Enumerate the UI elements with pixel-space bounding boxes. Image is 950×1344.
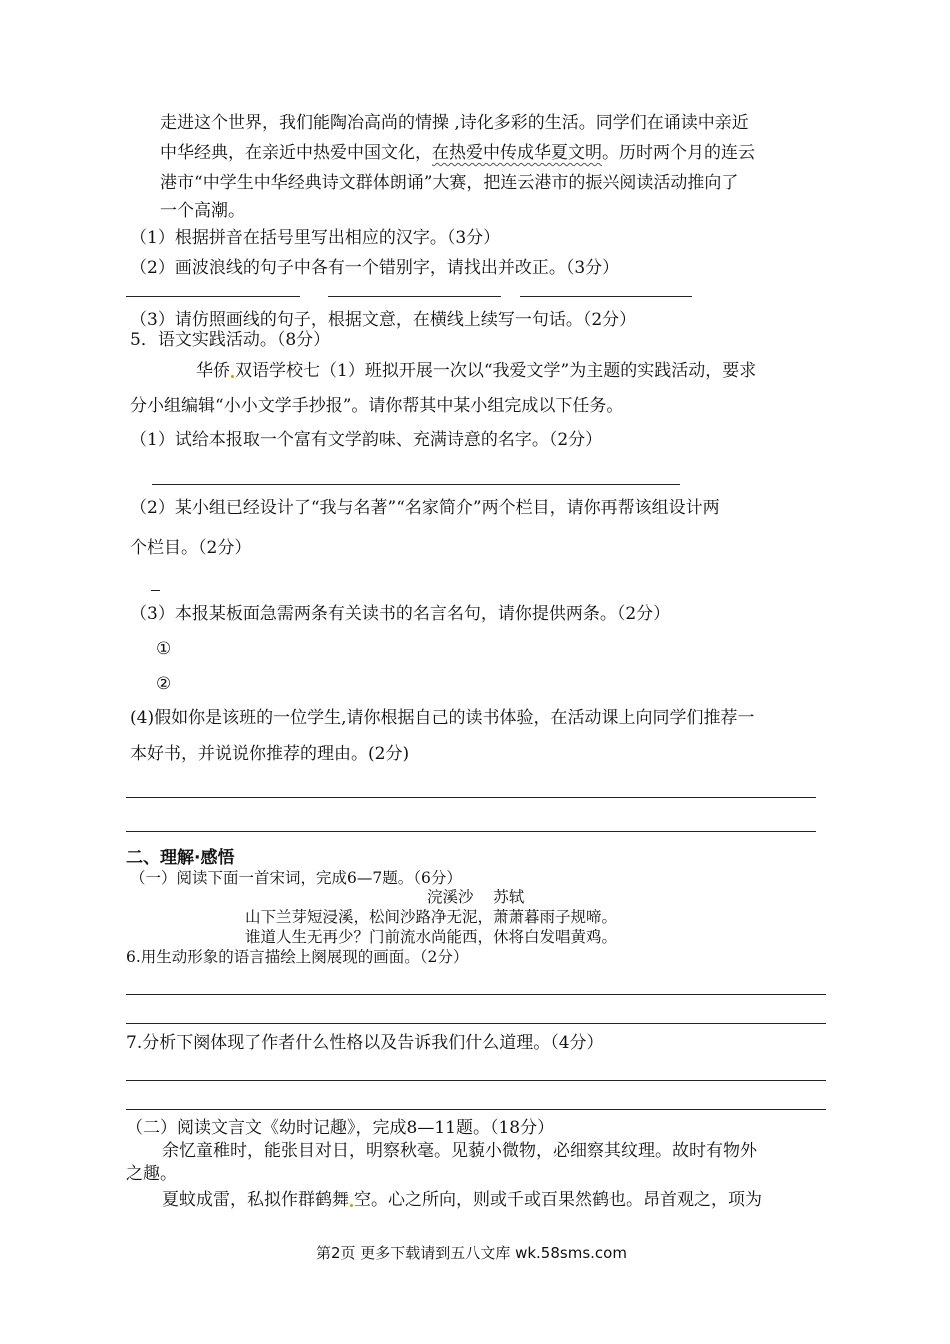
part2-instruction: （二）阅读文言文《幼时记趣》，完成8—11题。（18分） [126, 1118, 555, 1138]
answer-line[interactable] [520, 296, 692, 297]
q4-sub2: （2）画波浪线的句子中各有一个错别字，请找出并改正。（3分） [130, 258, 620, 278]
mark-dot [231, 375, 234, 378]
mark-dot [350, 1204, 353, 1207]
passage-line-2 [160, 145, 755, 162]
q6: 6.用生动形象的语言描绘上阕展现的画面。（2分） [126, 948, 469, 966]
page-footer: 第2页 更多下载请到五八文库 wk.58sms.com [316, 1244, 627, 1262]
q5-sub4-line1: (4)假如你是该班的一位学生,请你根据自己的读书体验，在活动课上向同学们推荐一 [130, 708, 755, 728]
answer-line[interactable] [328, 296, 501, 297]
classical-text-line-2: 之趣。 [126, 1164, 177, 1184]
q5-intro-text: 双语学校七（1）班拟开展一次以“我爱文学”为主题的实践活动，要求 [235, 361, 757, 381]
q5-sub2-line1: （2）某小组已经设计了“我与名著”“名家简介”两个栏目，请你再帮该组设计两 [130, 498, 720, 518]
classical-text-line-3 [162, 1192, 762, 1209]
q5-title: 5．语文实践活动。（8分） [130, 330, 331, 350]
poem-line-2: 谁道人生无再少？门前流水尚能西，休将白发唱黄鸡。 [245, 928, 618, 946]
passage-text: 中华经典，在亲近中热爱中国文化， [160, 143, 432, 163]
poem-author: 苏轼 [493, 888, 525, 906]
q5-sub4-line2: 本好书，并说说你推荐的理由。(2分) [130, 744, 410, 764]
poem-title [427, 890, 524, 906]
passage-text: 。历时两个月的连云 [602, 143, 755, 163]
answer-marker-2: ② [156, 674, 172, 694]
answer-line-short[interactable] [151, 590, 160, 591]
answer-marker-1: ① [156, 639, 172, 659]
q5-sub1: （1）试给本报取一个富有文学韵味、充满诗意的名字。（2分） [130, 430, 603, 450]
answer-line[interactable] [126, 296, 300, 297]
classical-text-line-1: 余忆童稚时，能张目对日，明察秋毫。见藐小微物，必细察其纹理。故时有物外 [162, 1141, 757, 1161]
poem-line-1: 山下兰芽短浸溪，松间沙路净无泥，萧萧暮雨子规啼。 [245, 908, 618, 926]
part1-instruction: （一）阅读下面一首宋词，完成6—7题。（6分） [130, 869, 462, 887]
q5-sub3: （3）本报某板面急需两条有关读书的名言名句，请你提供两条。（2分） [130, 604, 671, 624]
answer-line[interactable] [126, 1080, 826, 1081]
answer-line[interactable] [126, 831, 816, 832]
section-heading: 二、理解·感悟 [126, 848, 235, 868]
passage-text: ,诗化多彩的生活。同学们在诵读中亲近 [449, 113, 749, 133]
passage-line-1 [160, 115, 749, 132]
q5-intro-1 [196, 363, 756, 380]
answer-line[interactable] [126, 994, 826, 995]
wavy-underlined-sentence: 在热爱中传成华夏文明 [432, 143, 602, 163]
answer-line[interactable] [152, 484, 680, 485]
q5-sub2-line2: 个栏目。（2分） [130, 538, 252, 558]
classical-text: 夏蚊成雷，私拟作群鹤舞 [162, 1190, 349, 1210]
q7: 7.分析下阕体现了作者什么性格以及告诉我们什么道理。（4分） [126, 1033, 604, 1053]
classical-text: 空。心之所向，则或千或百果然鹤也。昂首观之，项为 [354, 1190, 762, 1210]
q5-intro-2: 分小组编辑“小小文学手抄报”。请你帮其中某小组完成以下任务。 [130, 396, 624, 416]
q5-intro-text: 华侨 [196, 361, 230, 381]
passage-line-3: 港市“中学生中华经典诗文群体朗诵”大赛，把连云港市的振兴阅读活动推向了 [160, 173, 739, 193]
passage-underlined-text: 走进这个世界，我们能陶冶高尚的情操 [160, 113, 449, 133]
answer-line[interactable] [126, 797, 816, 798]
answer-line[interactable] [126, 1023, 826, 1024]
poem-title-text: 浣溪沙 [427, 888, 474, 906]
answer-line[interactable] [126, 1109, 826, 1110]
q4-sub1: （1）根据拼音在括号里写出相应的汉字。（3分） [130, 228, 501, 248]
passage-line-4: 一个高潮。 [160, 201, 245, 221]
q4-sub3: （3）请仿照画线的句子，根据文意，在横线上续写一句话。（2分） [130, 310, 637, 330]
